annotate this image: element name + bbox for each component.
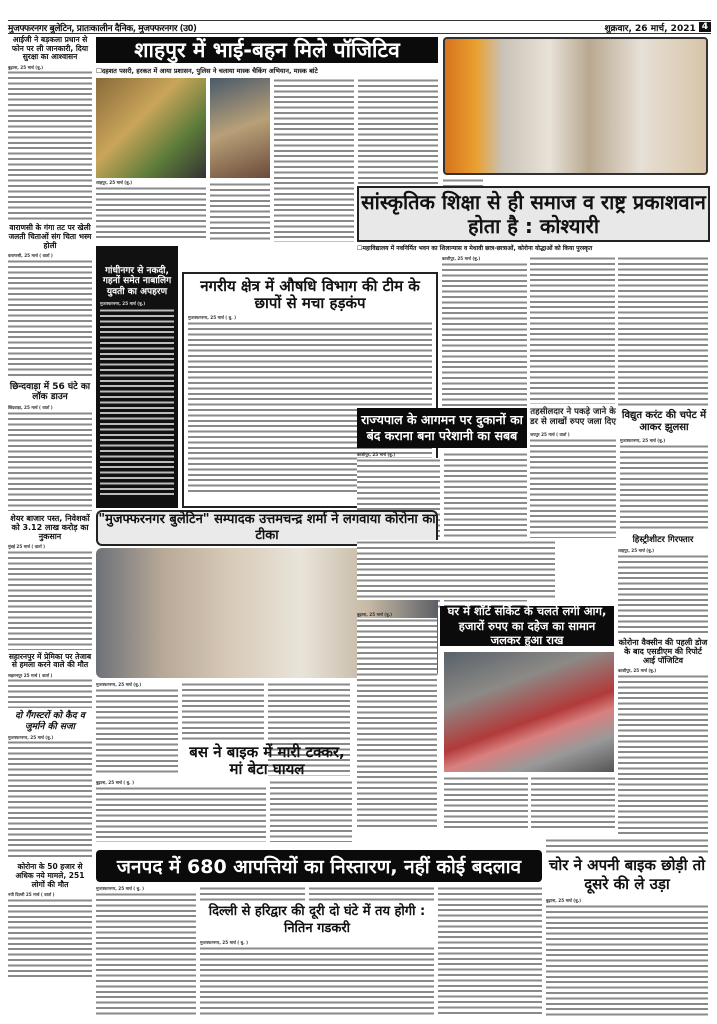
left-headline-5: सहारनपुर में प्रेमिका पर तेजाब से हमला करने वाले की मौत [8,651,92,670]
article-body [96,892,196,1016]
issue-date: शुक्रवार, 26 मार्च, 2021 [604,23,696,34]
vaccine-dateline: मुजफ्फरनगर, 25 मार्च (बु.) [96,682,142,687]
article-body [357,540,555,600]
koshyari-headline: सांस्कृतिक शिक्षा से ही समाज व राष्ट्र प्रकाशवान होता है : कोश्यारी [357,186,710,242]
masthead [8,20,711,34]
article-body [270,780,352,842]
fire-photo [444,652,614,772]
vaccine-headline: "मुजफ्फरनगर बुलेटिन" सम्पादक उत्तमचन्द्र शर्मा ने लगवाया कोरोना का टीका [96,510,438,546]
left-dateline-7: नयी दिल्ली 25 मार्च ( वार्ता ) [8,892,55,898]
shop-headline: राज्यपाल के आगमन पर दुकानों का बंद कराना बना परेशानी का सबब [357,408,527,448]
left-column [8,36,92,1016]
article-body [100,308,174,498]
koshyari-subhead-text: महाविद्यालय में नवनिर्मित भवन का शिलान्यास व मेधावी छात्र-छात्राओं, कोरोना योद्धाओं को किया पुरस्कृत [362,245,593,252]
article-body [620,444,708,532]
article-body [618,256,708,408]
article-body [357,618,437,828]
tehsildar-dateline: जयपुर 25 मार्च ( वार्ता ) [530,432,570,437]
lead-subhead [96,66,438,76]
article-body [546,904,708,1016]
bike-accident-headline: बस ने बाइक में मारी टक्कर, मां बेटा घायल [189,743,345,779]
photo-caption [444,776,528,828]
sdm-dateline: काशीपुर, 25 मार्च (बु.) [618,668,657,673]
left-headline-3: छिन्दवाड़ा में 56 घंटे का लॉक डाउन [9,381,91,402]
gadkari-headline: दिल्ली से हरिद्वार की दूरी दो घंटे में तय होगी : नितिन गडकरी [208,904,426,936]
masthead-right [604,21,711,34]
drug-raid-headline: नगरीय क्षेत्र में औषधि विभाग की टीम के छापों से मचा हड़कंप [200,277,420,313]
left-headline-7: कोरोना के 50 हजार से अधिक नये मामले, 251 लोगों की मौत [15,862,85,889]
article-body [530,438,616,538]
article-body [530,256,615,404]
article-body [546,838,708,854]
article-body [309,886,434,902]
sdm-headline: कोरोना वैक्सीन की पहली डोज के बाद एसडीएम की रिपोर्ट आई पॉजिटिव [618,638,708,666]
current-dateline: मुजफ्फरनगर, 25 मार्च (बु.) [620,438,666,443]
history-sheeter-dateline: शाहपुर, 25 मार्च (बु.) [618,548,655,553]
left-headline-2: वाराणसी के गंगा तट पर खेली जलती चिताओं संग चिता भस्म होली [8,223,92,250]
left-dateline-2: वाराणसी, 25 मार्च ( वार्ता ) [8,253,53,259]
lead-dateline: शाहपुर, 25 मार्च (बु.) [96,180,133,185]
left-dateline-4: मुंबई 25 मार्च ( वार्ता ) [8,544,46,550]
lead-headline: शाहपुर में भाई-बहन मिले पॉजिटिव [96,37,438,63]
koshyari-photo [443,37,708,175]
kidnap-box [96,246,178,508]
article-body [96,186,206,241]
shop-dateline: काशीपुर, 25 मार्च (बु.) [357,452,396,457]
kidnap-dateline: मुजफ्फरनगर, 25 मार्च (बु.) [100,301,146,307]
left-headline-1: आईजी ने बड़कला प्रधान से फोन पर ली जानकारी, दिया सुरक्षा का आश्वासन [11,35,89,62]
koshyari-subhead [357,244,710,254]
article-body [618,674,708,834]
article-body [8,898,92,978]
left-dateline-6: मुजफ्फरनगर, 25 मार्च (बु.) [8,734,54,740]
article-body [8,550,92,650]
history-sheeter-headline: हिस्ट्रीशीटर गिरफ्तार [632,535,694,545]
koshyari-dateline: काशीपुर, 25 मार्च (बु.) [442,256,481,261]
kidnap-headline: गांधीनगर से नकदी, गहनों समेत नाबालिग युवती का अपहरण [102,266,172,297]
checkbox-bullet-icon: ☐ [357,245,363,252]
article-body [182,682,264,742]
left-dateline-5: सहारनपुर 25 मार्च ( वार्ता ) [8,672,53,678]
left-headline-4: शेयर बाजार पस्त, निवेशकों को 3.12 लाख करोड़ का नुकसान [10,513,90,542]
fire-dateline: बुढ़ाना, 25 मार्च (बु.) [357,612,393,617]
lead-photo-police [210,78,270,178]
article-body [618,554,708,634]
current-headline: विद्युत करंट की चपेट में आकर झुलसा [621,410,707,433]
drug-raid-dateline: मुजफ्फरनगर, 25 मार्च ( बु. ) [188,314,237,320]
article-body [8,740,92,860]
left-dateline-1: बुढ़ाना, 25 मार्च (बु.) [8,64,44,70]
tehsildar-headline: तहसीलदार ने पकड़े जाने के डर से लाखों रुपए जला दिए [530,407,616,427]
gadkari-dateline: मुजफ्फरनगर, 25 मार्च ( बु. ) [200,940,249,945]
lead-subhead-text: दहशत पसरी, हरकत में आया प्रशासन, पुलिस ने चलाया मास्क चैकिंग अभियान, मास्क बांटे [101,67,318,75]
article-body [96,688,178,776]
left-headline-6: दो गैंगस्टरों को कैद व जुर्माने की सजा [15,711,85,732]
article-body [8,70,92,220]
article-body [438,886,542,1016]
article-body [8,678,92,708]
article-body [96,786,266,842]
left-dateline-3: छिंदवाड़ा, 25 मार्च ( वार्ता ) [8,405,53,411]
checkbox-bullet-icon: ☐ [96,67,102,75]
article-body [210,182,270,242]
bike-accident-dateline: बुढ़ाना, 25 मार्च ( बु. ) [96,780,135,785]
article-body [531,776,615,828]
objection-headline: जनपद में 680 आपत्तियों का निस्तारण, नहीं कोई बदलाव [96,850,542,882]
page-number: 4 [699,22,711,32]
fire-headline: घर में शॉर्ट सर्किट के चलते लगी आग, हजारों रुपए का दहेज का सामान जलकर हुआ राख [440,606,614,646]
article-body [200,946,434,1016]
article-body [8,259,92,379]
paper-name: मुजफ्फरनगर बुलेटिन, प्रातःकालीन दैनिक, मुजफ्फरनगर (उ0) [8,23,197,34]
thief-headline: चोर ने अपनी बाइक छोड़ी तो दूसरे की ले उड़ा [548,856,706,893]
article-body [274,78,354,242]
objection-dateline: मुजफ्फरनगर, 25 मार्च ( बु. ) [96,886,145,891]
article-body [8,411,92,511]
thief-dateline: बुढ़ाना, 25 मार्च (बु.) [546,898,582,903]
article-body [200,886,305,902]
lead-photo-market [96,78,206,178]
